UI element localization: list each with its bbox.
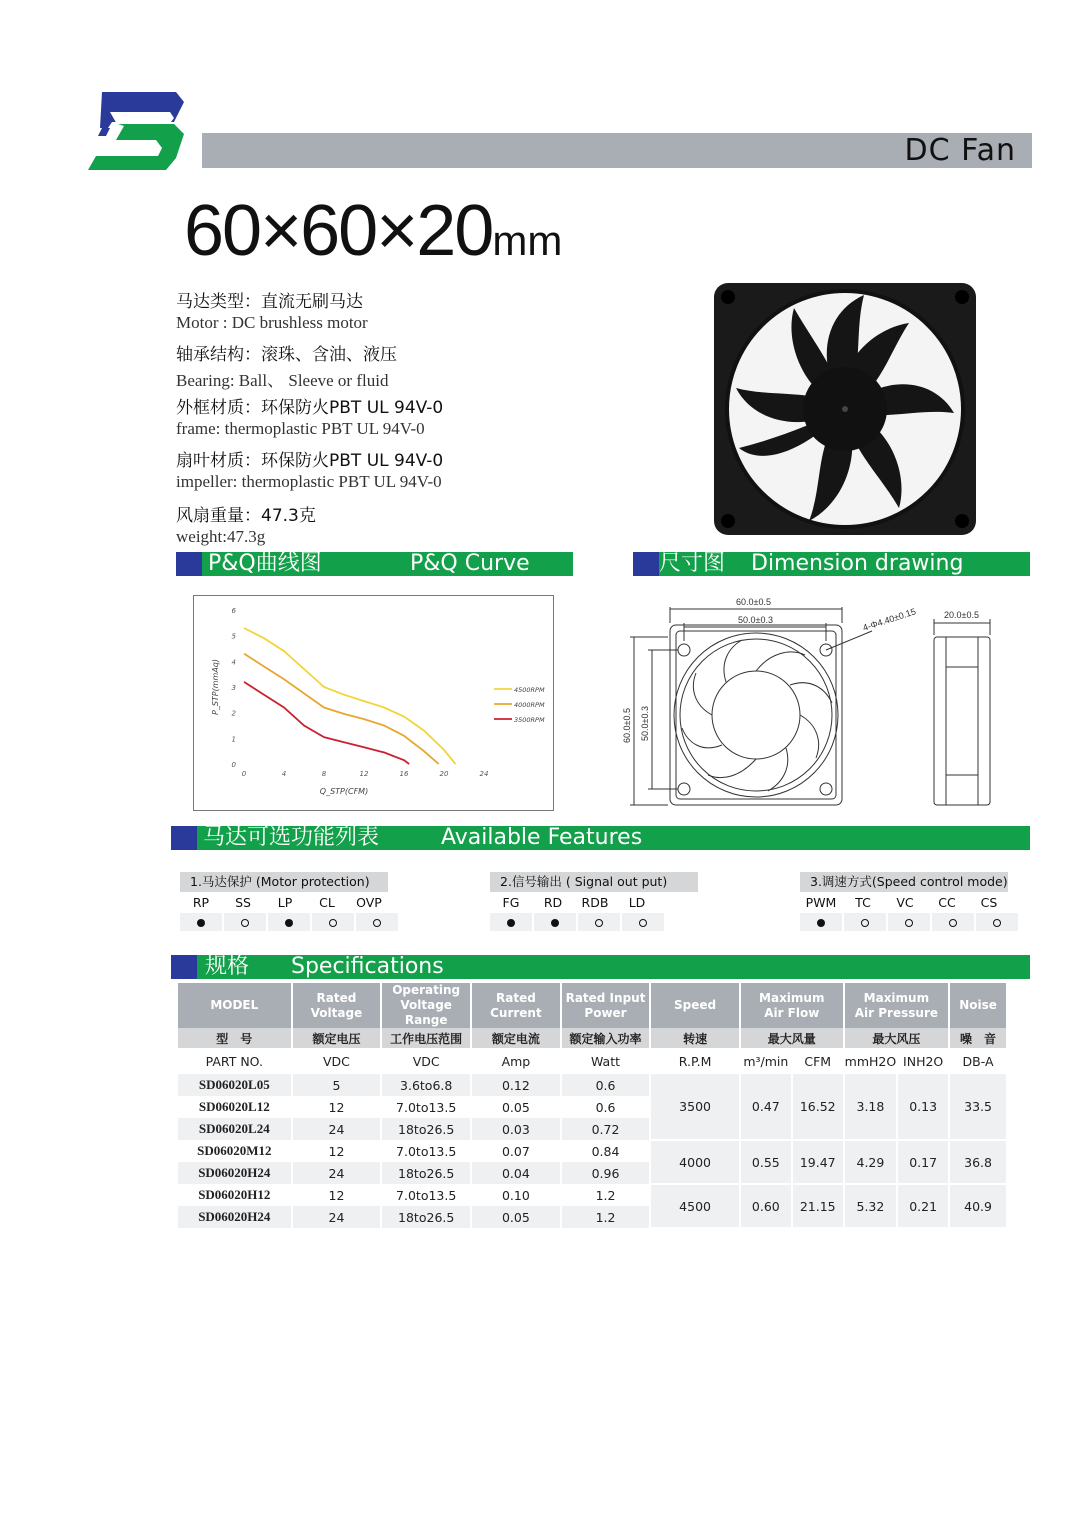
- spec-cn-row: [178, 1028, 1007, 1048]
- feature-values: [180, 913, 400, 931]
- feature-values: [490, 913, 698, 931]
- x-tick-label: 24: [479, 770, 489, 778]
- feature-group: [490, 872, 698, 931]
- hdr-range: Operating Voltage Range: [381, 983, 471, 1028]
- cn-voltage: 额定电压: [292, 1028, 382, 1048]
- hdr-noise: Noise: [949, 983, 1007, 1028]
- filled-dot-icon: [197, 919, 205, 927]
- cell-model: SD06020H24: [178, 1206, 292, 1228]
- cell-cfm: 21.15: [792, 1184, 844, 1228]
- cn-current: 额定电流: [471, 1028, 561, 1048]
- feature-value: [312, 913, 356, 931]
- section-specs-en: Specifications: [291, 954, 444, 979]
- empty-dot-icon: [595, 919, 603, 927]
- hdr-flow: Maximum Air Flow: [740, 983, 844, 1028]
- spec-motor-en: Motor : DC brushless motor: [176, 313, 368, 332]
- x-tick-label: 8: [321, 770, 327, 778]
- pq-chart: [194, 596, 553, 810]
- unit-range: VDC: [381, 1048, 471, 1074]
- empty-dot-icon: [993, 919, 1001, 927]
- y-tick-label: 6: [231, 607, 236, 615]
- feature-label: RD: [543, 895, 563, 910]
- feature-label: TC: [855, 895, 871, 910]
- unit-voltage: VDC: [292, 1048, 382, 1074]
- cell-power: 0.72: [561, 1118, 651, 1140]
- hdr-current: Rated Current: [471, 983, 561, 1028]
- feature-label: PWM: [805, 895, 837, 910]
- cell-inh: 0.13: [897, 1074, 949, 1140]
- cell-voltage: 12: [292, 1140, 382, 1162]
- cell-m3: 0.55: [740, 1140, 792, 1184]
- spec-bearing-en: Bearing: Ball、 Sleeve or fluid: [176, 371, 389, 390]
- feature-value: [356, 913, 400, 931]
- unit-p-inh: INH2O: [897, 1048, 949, 1074]
- x-tick-label: 16: [399, 770, 409, 778]
- cell-cfm: 19.47: [792, 1140, 844, 1184]
- unit-p-mm: mmH2O: [844, 1048, 898, 1074]
- dim-depth: 20.0±0.5: [944, 610, 979, 620]
- empty-dot-icon: [861, 919, 869, 927]
- empty-dot-icon: [241, 919, 249, 927]
- cell-range: 7.0to13.5: [381, 1096, 471, 1118]
- spec-weight-en: weight:47.3g: [176, 527, 266, 546]
- cell-voltage: 24: [292, 1162, 382, 1184]
- feature-value: [578, 913, 622, 931]
- spec-frame-en: frame: thermoplastic PBT UL 94V-0: [176, 419, 425, 438]
- spec-motor-cn: 马达类型：直流无刷马达: [176, 292, 363, 312]
- feature-label: OVP: [356, 895, 382, 910]
- hdr-model: MODEL: [178, 983, 292, 1028]
- hdr-voltage: Rated Voltage: [292, 983, 382, 1028]
- cell-model: SD06020L12: [178, 1096, 292, 1118]
- spec-weight-cn: 风扇重量：47.3克: [176, 506, 316, 526]
- cell-mm: 5.32: [844, 1184, 898, 1228]
- dimension-drawing: [620, 593, 1000, 811]
- cn-noise: 噪 音: [949, 1028, 1007, 1048]
- section-pq-curve: [176, 552, 573, 576]
- cell-current: 0.05: [471, 1206, 561, 1228]
- dim-outer-top: 60.0±0.5: [736, 597, 771, 607]
- dim-pitch-top: 50.0±0.3: [738, 615, 773, 625]
- y-tick-label: 1: [231, 735, 236, 744]
- cell-current: 0.04: [471, 1162, 561, 1184]
- hdr-speed: Speed: [650, 983, 740, 1028]
- dim-holes: 4-Φ4.40±0.15: [861, 606, 918, 633]
- hdr-pressure: Maximum Air Pressure: [844, 983, 949, 1028]
- unit-current: Amp: [471, 1048, 561, 1074]
- spec-unit-row: [178, 1048, 1007, 1074]
- cell-model: SD06020H12: [178, 1184, 292, 1206]
- feature-values: [800, 913, 1020, 931]
- section-tag: [176, 552, 202, 576]
- cell-speed: 4500: [650, 1184, 740, 1228]
- feature-group-title: 3.调速方式(Speed control mode): [800, 872, 1008, 892]
- y-tick-label: 2: [231, 709, 236, 718]
- feature-label: CS: [980, 895, 998, 910]
- feature-label: RDB: [581, 895, 609, 910]
- spec-impeller: [176, 446, 443, 492]
- cell-voltage: 12: [292, 1096, 382, 1118]
- cell-mm: 3.18: [844, 1074, 898, 1140]
- cell-range: 18to26.5: [381, 1206, 471, 1228]
- spec-frame: [176, 393, 443, 439]
- unit-speed: R.P.M: [650, 1048, 740, 1074]
- feature-label: RP: [192, 895, 210, 910]
- y-tick-label: 5: [231, 632, 236, 641]
- cn-flow: 最大风量: [740, 1028, 844, 1048]
- spec-frame-cn: 外框材质：环保防火PBT UL 94V-0: [176, 398, 444, 418]
- y-axis-label: P_STP(mmAq): [211, 659, 220, 715]
- section-features: [171, 826, 1030, 850]
- cell-m3: 0.60: [740, 1184, 792, 1228]
- dim-pitch-side: 50.0±0.3: [640, 706, 650, 741]
- section-tag: [171, 826, 197, 850]
- legend-label: 4000RPM: [514, 701, 545, 709]
- company-logo: [88, 92, 188, 170]
- section-features-en: Available Features: [441, 825, 643, 850]
- cell-voltage: 24: [292, 1206, 382, 1228]
- section-dimension: [633, 552, 1030, 576]
- section-dim-en: Dimension drawing: [751, 551, 964, 576]
- spec-table: [178, 983, 1008, 1229]
- feature-value: [932, 913, 976, 931]
- empty-dot-icon: [639, 919, 647, 927]
- filled-dot-icon: [507, 919, 515, 927]
- feature-labels: [800, 892, 1020, 913]
- cell-current: 0.07: [471, 1140, 561, 1162]
- fan-photo: [714, 283, 976, 535]
- empty-dot-icon: [373, 919, 381, 927]
- feature-group-title: 1.马达保护 (Motor protection): [180, 872, 388, 892]
- legend-label: 4500RPM: [514, 686, 545, 694]
- empty-dot-icon: [949, 919, 957, 927]
- cell-inh: 0.21: [897, 1184, 949, 1228]
- cell-range: 3.6to6.8: [381, 1074, 471, 1096]
- cn-speed: 转速: [650, 1028, 740, 1048]
- cell-power: 0.6: [561, 1074, 651, 1096]
- unit-model: PART NO.: [178, 1048, 292, 1074]
- cell-power: 1.2: [561, 1184, 651, 1206]
- spec-motor: [176, 287, 368, 333]
- cell-cfm: 16.52: [792, 1074, 844, 1140]
- spec-impeller-en: impeller: thermoplastic PBT UL 94V-0: [176, 472, 442, 491]
- feature-group: [800, 872, 1020, 931]
- section-tag: [171, 955, 197, 979]
- feature-label: SS: [235, 895, 251, 910]
- size-unit: mm: [492, 217, 563, 264]
- cell-model: SD06020L05: [178, 1074, 292, 1096]
- cell-model: SD06020L24: [178, 1118, 292, 1140]
- x-tick-label: 20: [439, 770, 449, 778]
- size-dims: 60×60×20: [184, 191, 493, 271]
- cell-power: 0.96: [561, 1162, 651, 1184]
- cn-pressure: 最大风压: [844, 1028, 949, 1048]
- feature-value: [224, 913, 268, 931]
- cell-noise: 33.5: [949, 1074, 1007, 1140]
- filled-dot-icon: [817, 919, 825, 927]
- cell-range: 18to26.5: [381, 1118, 471, 1140]
- header-bar: [202, 133, 1032, 168]
- feature-group-title: 2.信号输出 ( Signal out put): [490, 872, 698, 892]
- feature-value: [268, 913, 312, 931]
- feature-label: CC: [938, 895, 956, 910]
- hdr-power: Rated Input Power: [561, 983, 651, 1028]
- feature-value: [534, 913, 578, 931]
- cell-power: 0.84: [561, 1140, 651, 1162]
- spec-bearing: [176, 340, 397, 391]
- table-row: [178, 1184, 1007, 1206]
- feature-value: [490, 913, 534, 931]
- product-size-title: [184, 190, 562, 272]
- cell-range: 18to26.5: [381, 1162, 471, 1184]
- feature-value: [976, 913, 1020, 931]
- empty-dot-icon: [329, 919, 337, 927]
- spec-impeller-cn: 扇叶材质：环保防火PBT UL 94V-0: [176, 451, 444, 471]
- feature-value: [800, 913, 844, 931]
- feature-group: [180, 872, 400, 931]
- cell-current: 0.03: [471, 1118, 561, 1140]
- y-tick-label: 4: [231, 658, 236, 667]
- pq-chart-frame: [193, 595, 554, 811]
- feature-value: [844, 913, 888, 931]
- unit-flow-m3: m³/min: [740, 1048, 792, 1074]
- cell-m3: 0.47: [740, 1074, 792, 1140]
- cell-inh: 0.17: [897, 1140, 949, 1184]
- unit-flow-cfm: CFM: [792, 1048, 844, 1074]
- filled-dot-icon: [285, 919, 293, 927]
- series-line-4000RPM: [244, 654, 439, 764]
- feature-labels: [180, 892, 400, 913]
- cell-model: SD06020M12: [178, 1140, 292, 1162]
- section-tag: [633, 552, 659, 576]
- y-tick-label: 3: [231, 684, 236, 692]
- section-pq-cn: P&Q曲线图: [208, 551, 322, 576]
- spec-header-row: [178, 983, 1007, 1028]
- dim-outer-side: 60.0±0.5: [622, 708, 632, 743]
- cell-current: 0.12: [471, 1074, 561, 1096]
- feature-label: VC: [896, 895, 914, 910]
- empty-dot-icon: [905, 919, 913, 927]
- cell-model: SD06020H24: [178, 1162, 292, 1184]
- cell-noise: 40.9: [949, 1184, 1007, 1228]
- cell-voltage: 12: [292, 1184, 382, 1206]
- table-row: [178, 1074, 1007, 1096]
- y-tick-label: 0: [231, 761, 236, 769]
- feature-label: LD: [628, 895, 646, 910]
- section-specs-cn: 规格: [205, 954, 250, 979]
- cell-power: 1.2: [561, 1206, 651, 1228]
- table-row: [178, 1140, 1007, 1162]
- filled-dot-icon: [551, 919, 559, 927]
- cell-range: 7.0to13.5: [381, 1184, 471, 1206]
- x-tick-label: 12: [359, 770, 369, 778]
- cell-noise: 36.8: [949, 1140, 1007, 1184]
- cell-current: 0.10: [471, 1184, 561, 1206]
- unit-power: Watt: [561, 1048, 651, 1074]
- section-specifications: [171, 955, 1030, 979]
- cell-range: 7.0to13.5: [381, 1140, 471, 1162]
- series-line-3500RPM: [244, 682, 409, 764]
- section-pq-en: P&Q Curve: [410, 551, 530, 576]
- cn-power: 额定输入功率: [561, 1028, 651, 1048]
- cell-mm: 4.29: [844, 1140, 898, 1184]
- cell-voltage: 24: [292, 1118, 382, 1140]
- feature-value: [180, 913, 224, 931]
- x-tick-label: 4: [281, 770, 287, 778]
- cell-voltage: 5: [292, 1074, 382, 1096]
- feature-labels: [490, 892, 698, 913]
- feature-label: LP: [277, 895, 293, 910]
- section-dim-cn: 尺寸图: [659, 551, 726, 576]
- legend-label: 3500RPM: [514, 716, 545, 724]
- feature-label: FG: [502, 895, 520, 910]
- category-title: DC Fan: [904, 133, 1016, 168]
- unit-noise: DB-A: [949, 1048, 1007, 1074]
- cell-power: 0.6: [561, 1096, 651, 1118]
- x-axis-label: Q_STP(CFM): [319, 787, 369, 796]
- cell-speed: 4000: [650, 1140, 740, 1184]
- feature-value: [888, 913, 932, 931]
- cn-range: 工作电压范围: [381, 1028, 471, 1048]
- spec-bearing-cn: 轴承结构：滚珠、含油、液压: [176, 345, 397, 365]
- spec-weight: [176, 501, 316, 547]
- x-tick-label: 0: [241, 770, 247, 778]
- feature-value: [622, 913, 666, 931]
- feature-label: CL: [319, 895, 335, 910]
- section-features-cn: 马达可选功能列表: [203, 825, 380, 850]
- cell-current: 0.05: [471, 1096, 561, 1118]
- cn-model: 型 号: [178, 1028, 292, 1048]
- cell-speed: 3500: [650, 1074, 740, 1140]
